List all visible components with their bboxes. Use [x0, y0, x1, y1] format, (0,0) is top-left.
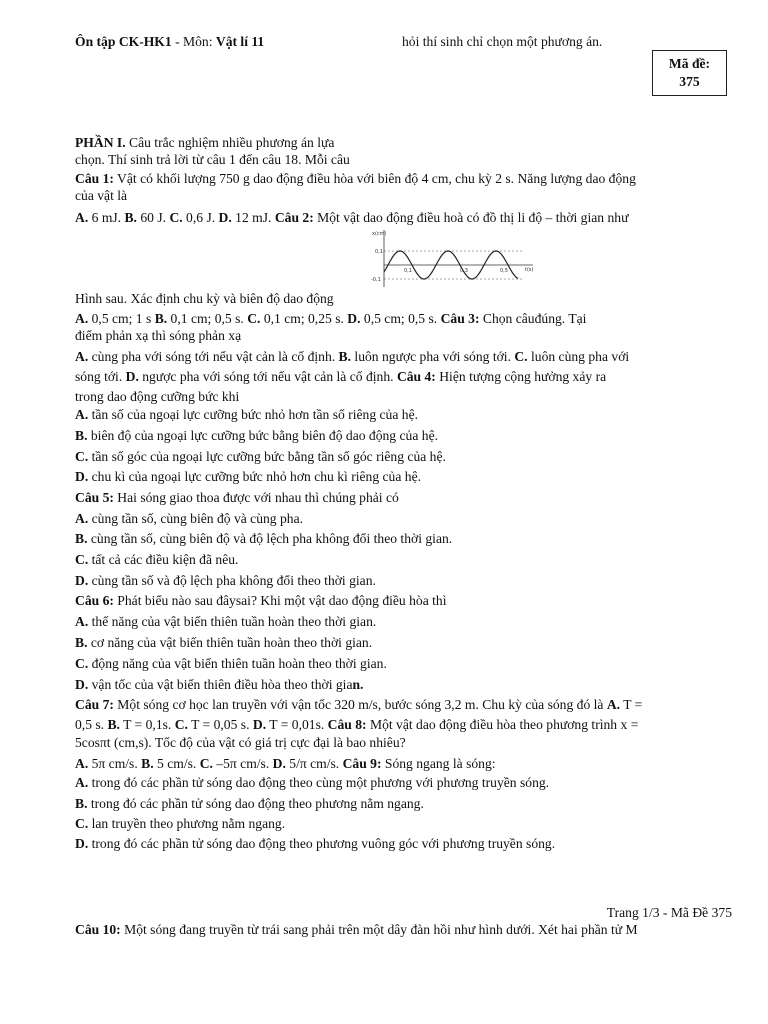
text-run: biên độ của ngoại lực cưỡng bức bằng biên độ dao động của hệ. — [87, 428, 438, 443]
graph-t1: 0,1 — [404, 268, 412, 274]
bold-label: A. — [75, 614, 89, 629]
text-line — [75, 921, 638, 939]
text-line — [75, 716, 638, 734]
text-line — [75, 676, 363, 694]
graph-t3: 0,5 — [500, 268, 508, 274]
oscillation-graph — [368, 227, 538, 289]
text-run: thế năng của vật biến thiên tuần hoàn theo thời gian. — [88, 614, 377, 629]
text-line — [75, 795, 424, 813]
text-run: T = 0,05 s. — [187, 717, 253, 732]
bold-label: A. — [606, 697, 621, 712]
text-run: tần số góc của ngoại lực cưỡng bức bằng tần số góc riêng của hệ. — [88, 449, 446, 464]
graph-y-pos: 0,1 — [375, 249, 383, 255]
text-run: 5cosπt (cm,s). Tốc độ của vật có giá trị cực đại là bao nhiêu? — [75, 735, 406, 750]
exam-code-value: 375 — [679, 74, 700, 89]
bold-label: C. — [199, 756, 213, 771]
text-run: trong đó các phần tử sóng dao động theo cùng một phương với phương truyền sóng. — [88, 775, 550, 790]
header-title: Ôn tập CK-HK1 - Môn: Vật lí 11 — [75, 34, 265, 49]
bold-label: Câu 2: — [274, 210, 314, 225]
text-run: Hai sóng giao thoa được với nhau thì chúng phải có — [113, 490, 399, 505]
bold-label: B. — [154, 311, 168, 326]
exam-code-label: Mã đề: — [668, 56, 711, 71]
text-run: 12 mJ. — [231, 210, 275, 225]
text-run: 0,5 cm; 0,5 s. — [360, 311, 441, 326]
bold-label: n. — [352, 677, 364, 692]
text-line — [75, 310, 586, 328]
text-line — [75, 170, 636, 188]
bold-label: C. — [75, 449, 89, 464]
text-run: cùng tần số và độ lệch pha không đổi theo thời gian. — [88, 573, 376, 588]
text-line — [75, 368, 606, 386]
bold-label: Câu 8: — [327, 717, 367, 732]
text-run: 0,1 cm; 0,25 s. — [260, 311, 348, 326]
text-run: 0,5 s. — [75, 717, 108, 732]
text-run: điểm phản xạ thì sóng phản xạ — [75, 328, 242, 343]
text-line — [75, 551, 238, 569]
bold-label: D. — [347, 311, 361, 326]
text-line — [75, 655, 387, 673]
bold-label: A. — [75, 775, 89, 790]
bold-label: Câu 7: — [75, 697, 114, 712]
text-line — [75, 592, 447, 610]
bold-label: Câu 6: — [75, 593, 114, 608]
bold-label: C. — [75, 816, 89, 831]
exam-code-box — [652, 50, 727, 96]
bold-label: A. — [75, 511, 89, 526]
text-line — [75, 634, 372, 652]
bold-label: B. — [141, 756, 154, 771]
bold-label: C. — [75, 656, 89, 671]
text-run: Một vật dao động điều hoà có đồ thị li độ – thời gian như — [313, 210, 629, 225]
text-line — [75, 755, 496, 773]
text-run: cùng pha với sóng tới nếu vật cản là cố định. — [88, 349, 339, 364]
section-intro-line2: chọn. Thí sinh trả lời từ câu 1 đến câu 18. Mỗi câu — [75, 152, 350, 167]
text-run: chu kì của ngoại lực cưỡng bức nhỏ hơn chu kì riêng của hệ. — [88, 469, 422, 484]
text-run: 6 mJ. — [88, 210, 125, 225]
text-line — [75, 489, 399, 507]
text-run: trong đó các phần tử sóng dao động theo phương nằm ngang. — [87, 796, 424, 811]
bold-label: B. — [75, 428, 88, 443]
bold-label: B. — [75, 531, 88, 546]
graph-x-label: t(s) — [525, 267, 534, 273]
text-run: Vật có khối lượng 750 g dao động điều hòa với biên độ 4 cm, chu kỳ 2 s. Năng lượng dao động — [113, 171, 636, 186]
text-run: tất cả các điều kiện đã nêu. — [88, 552, 239, 567]
text-run: ngược pha với sóng tới nếu vật cản là cố định. — [138, 369, 397, 384]
text-run: sóng tới. — [75, 369, 126, 384]
bold-label: C. — [247, 311, 261, 326]
bold-label: A. — [75, 349, 89, 364]
bold-label: D. — [218, 210, 232, 225]
bold-label: Câu 4: — [396, 369, 436, 384]
text-run: Phát biểu nào sau đâysai? Khi một vật dao động điều hòa thì — [113, 593, 447, 608]
text-line — [75, 406, 418, 424]
text-run: luôn ngược pha với sóng tới. — [351, 349, 515, 364]
text-line — [75, 613, 376, 631]
text-run: 5 cm/s. — [153, 756, 200, 771]
graph-y-neg: -0,1 — [371, 277, 381, 283]
text-run: động năng của vật biến thiên tuần hoàn theo thời gian. — [88, 656, 387, 671]
bold-label: B. — [107, 717, 120, 732]
bold-label: B. — [75, 635, 88, 650]
bold-label: D. — [252, 717, 267, 732]
bold-label: D. — [75, 469, 89, 484]
text-run: tần số của ngoại lực cưỡng bức nhỏ hơn tần số riêng của hệ. — [88, 407, 419, 422]
bold-label: D. — [75, 677, 89, 692]
text-line — [75, 448, 446, 466]
text-line — [75, 572, 376, 590]
bold-label: A. — [75, 210, 89, 225]
text-run: của vật là — [75, 188, 128, 203]
bold-label: D. — [75, 836, 89, 851]
bold-label: B. — [338, 349, 352, 364]
text-run: Hiện tượng cộng hưởng xảy ra — [435, 369, 607, 384]
text-line — [75, 388, 239, 406]
bold-label: Câu 9: — [342, 756, 382, 771]
bold-label: A. — [75, 407, 89, 422]
text-run: vận tốc của vật biến thiên điều hòa theo thời gia — [88, 677, 353, 692]
bold-label: Câu 1: — [75, 171, 114, 186]
text-run: trong dao động cưỡng bức khi — [75, 389, 240, 404]
text-line — [75, 530, 452, 548]
text-run: lan truyền theo phương nằm ngang. — [88, 816, 286, 831]
bold-label: C. — [75, 552, 89, 567]
text-run: T = 0,01s. — [266, 717, 328, 732]
text-line — [75, 696, 642, 714]
bold-label: D. — [125, 369, 139, 384]
text-line — [75, 327, 241, 345]
text-run: Sóng ngang là sóng: — [381, 756, 496, 771]
bold-label: Câu 3: — [440, 311, 480, 326]
text-run: Chọn câuđúng. Tại — [479, 311, 587, 326]
header-instruction: hỏi thí sinh chỉ chọn một phương án. — [402, 34, 603, 49]
bold-label: Câu 10: — [75, 922, 121, 937]
text-line — [75, 290, 334, 308]
bold-label: B. — [124, 210, 137, 225]
text-run: cùng tần số, cùng biên độ và cùng pha. — [88, 511, 304, 526]
text-run: trong đó các phần tử sóng dao động theo phương vuông góc với phương truyền sóng. — [88, 836, 556, 851]
text-run: cùng tần số, cùng biên độ và độ lệch pha không đổi theo thời gian. — [87, 531, 453, 546]
bold-label: D. — [272, 756, 286, 771]
text-run: 5/π cm/s. — [285, 756, 343, 771]
text-line — [75, 815, 285, 833]
text-run: 60 J. — [136, 210, 170, 225]
text-line — [75, 468, 421, 486]
page-footer: Trang 1/3 - Mã Đề 375 — [606, 905, 732, 920]
text-run: Hình sau. Xác định chu kỳ và biên độ dao động — [75, 291, 334, 306]
text-run: Một sóng đang truyền từ trái sang phải trên một dây đàn hồi như hình dưới. Xét hai phần tử M — [120, 922, 638, 937]
text-line — [75, 734, 406, 752]
text-run: –5π cm/s. — [212, 756, 273, 771]
graph-y-label: x(cm) — [372, 231, 387, 237]
bold-label: C. — [514, 349, 528, 364]
bold-label: C. — [174, 717, 188, 732]
graph-t2: 0,3 — [460, 268, 468, 274]
bold-label: Câu 5: — [75, 490, 114, 505]
bold-label: A. — [75, 311, 89, 326]
section-intro-line1: PHẦN I. Câu trắc nghiệm nhiều phương án lựa — [75, 135, 335, 150]
text-run: 5π cm/s. — [88, 756, 142, 771]
bold-label: D. — [75, 573, 89, 588]
text-run: Một sóng cơ học lan truyền với vận tốc 320 m/s, bước sóng 3,2 m. Chu kỳ của sóng đó là — [113, 697, 607, 712]
bold-label: B. — [75, 796, 88, 811]
text-run: 0,1 cm; 0,5 s. — [167, 311, 248, 326]
text-run: 0,6 J. — [182, 210, 219, 225]
text-line — [75, 348, 629, 366]
text-run: Một vật dao động điều hòa theo phương trình x = — [366, 717, 639, 732]
text-line — [75, 835, 555, 853]
text-run: T = 0,1s. — [119, 717, 175, 732]
bold-label: C. — [169, 210, 183, 225]
text-line — [75, 209, 628, 227]
text-run: T = — [620, 697, 643, 712]
text-line — [75, 187, 127, 205]
bold-label: A. — [75, 756, 89, 771]
text-line — [75, 427, 438, 445]
text-run: luôn cùng pha với — [527, 349, 630, 364]
text-run: cơ năng của vật biến thiên tuần hoàn theo thời gian. — [87, 635, 373, 650]
text-line — [75, 510, 303, 528]
text-run: 0,5 cm; 1 s — [88, 311, 155, 326]
text-line — [75, 774, 549, 792]
